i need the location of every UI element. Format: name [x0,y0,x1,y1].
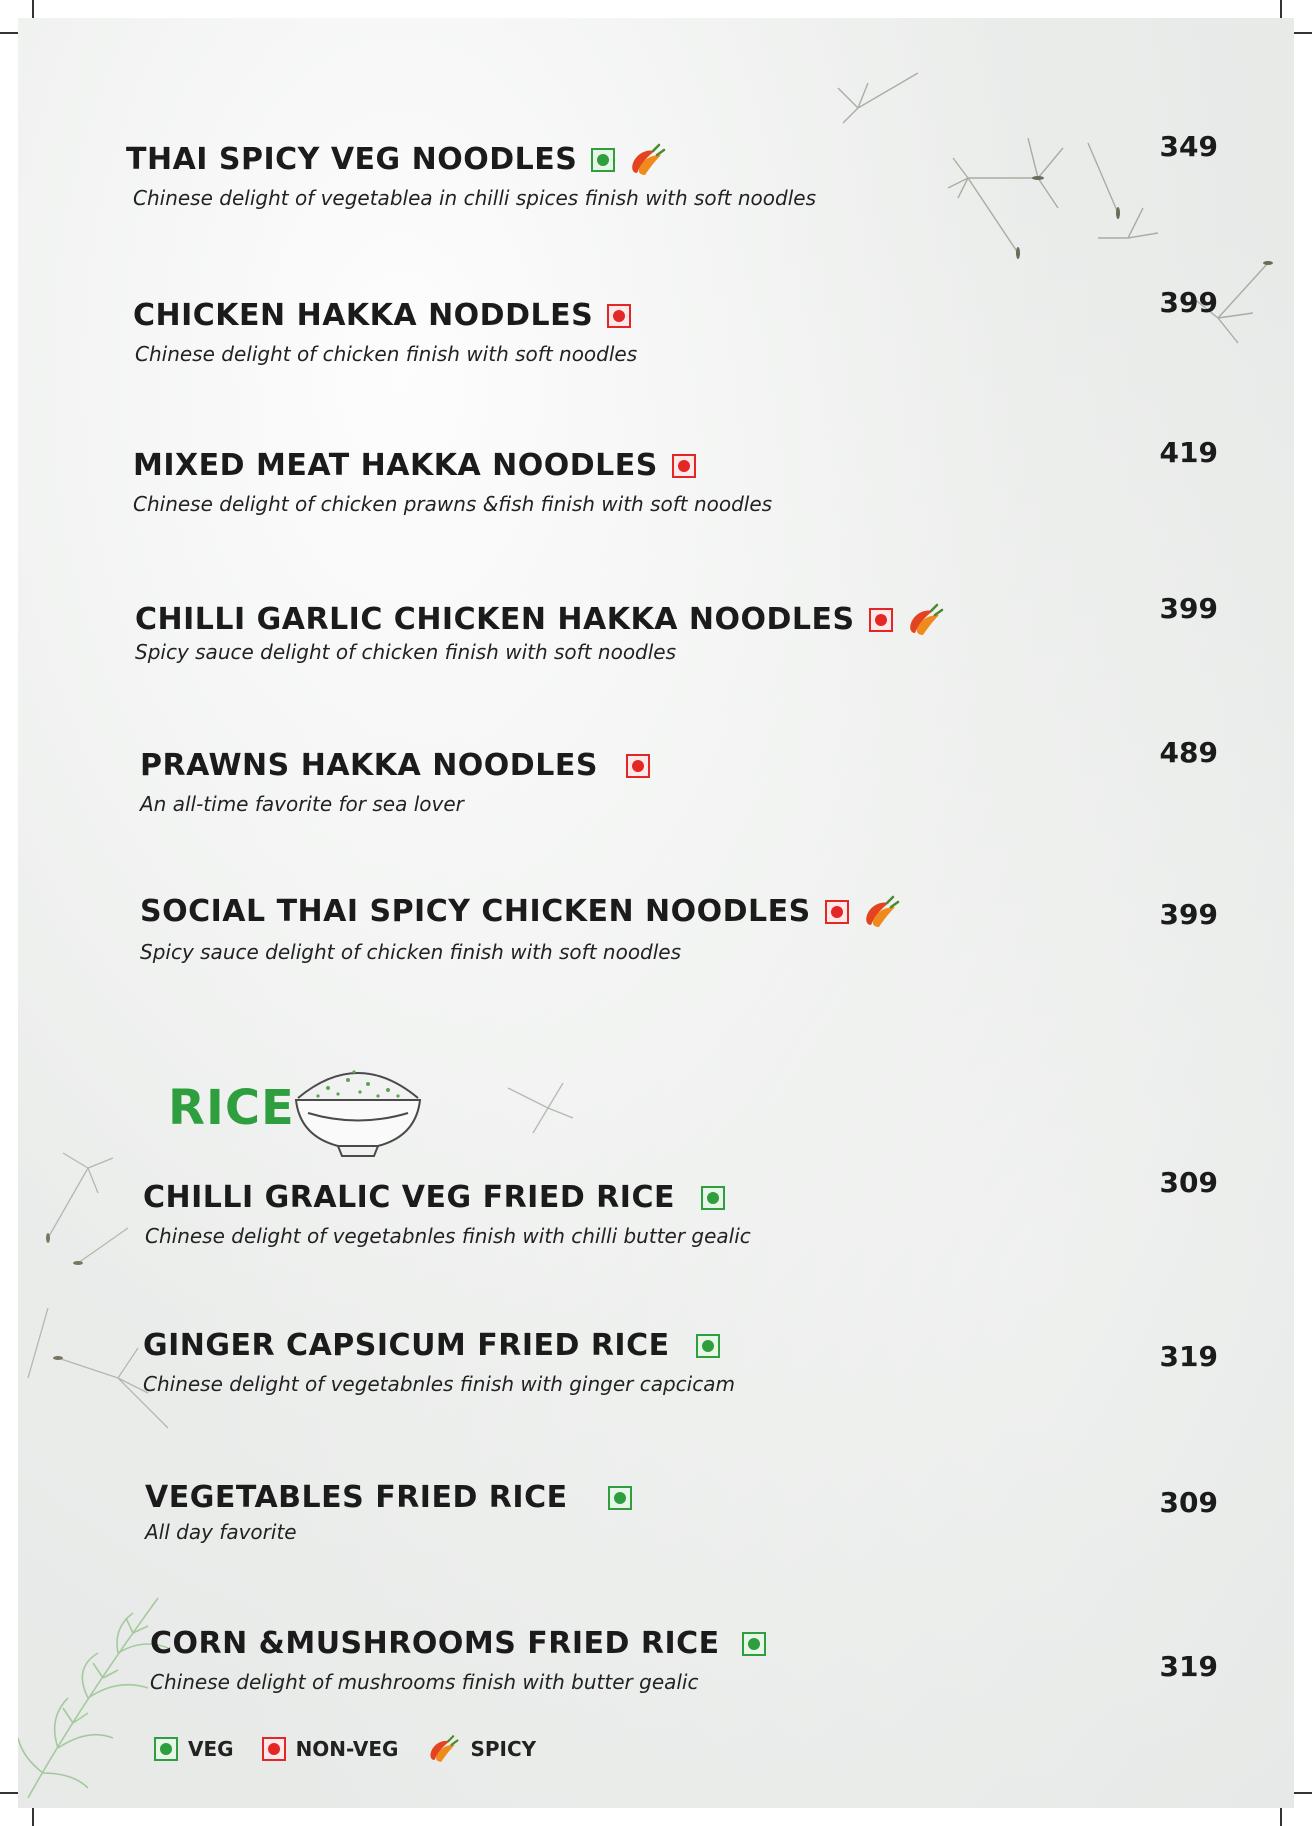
crop-mark [1280,1808,1282,1826]
section-title-rice: RICE [168,1080,295,1136]
veg-icon [701,1186,725,1210]
menu-item-title-text: SOCIAL THAI SPICY CHICKEN NOODLES [140,894,811,929]
menu-item-title-text: CHICKEN HAKKA NODDLES [133,298,594,333]
menu-item-title-text: CHILLI GARLIC CHICKEN HAKKA NOODLES [135,602,855,637]
veg-icon [154,1737,178,1761]
legend-veg-label: VEG [188,1737,234,1761]
menu-item-description: Spicy sauce delight of chicken finish with soft noodles [135,640,677,664]
menu-item-title-text: GINGER CAPSICUM FRIED RICE [143,1328,670,1363]
legend [154,1734,564,1764]
veg-icon [608,1486,632,1510]
menu-item-title [143,1180,725,1215]
menu-item-title [140,894,901,929]
non-veg-icon [262,1737,286,1761]
non-veg-icon [825,900,849,924]
veg-icon [591,148,615,172]
menu-item-price: 309 [1159,1166,1218,1199]
menu-item-description: Chinese delight of vegetabnles finish with chilli butter gealic [145,1224,751,1248]
non-veg-icon [626,754,650,778]
menu-item-price: 399 [1159,898,1218,931]
menu-item-description: Chinese delight of chicken finish with soft noodles [135,342,638,366]
menu-item-title-text: VEGETABLES FRIED RICE [145,1480,568,1515]
menu-item-price: 319 [1159,1340,1218,1373]
menu-item-title [133,448,696,483]
menu-item-price: 349 [1159,130,1218,163]
menu-item-description: Chinese delight of vegetablea in chilli spices finish with soft noodles [133,186,816,210]
non-veg-icon [672,454,696,478]
menu-item-title-text: THAI SPICY VEG NOODLES [126,142,578,177]
non-veg-icon [607,304,631,328]
menu-item-title [133,298,631,333]
menu-item-price: 309 [1159,1486,1218,1519]
menu-item-price: 399 [1159,286,1218,319]
menu-item-title [145,1480,632,1515]
crop-mark [32,1808,34,1826]
chili-pepper-icon [861,895,901,929]
menu-item-title [126,142,667,177]
menu-item-price: 399 [1159,592,1218,625]
legend-non-veg-label: NON-VEG [295,1737,399,1761]
menu-page [18,18,1294,1808]
crop-mark [1294,1792,1312,1794]
chili-pepper-icon [627,143,667,177]
menu-item-title-text: MIXED MEAT HAKKA NOODLES [133,448,658,483]
dandelion-seeds-decoration [798,48,1294,348]
legend-spicy-label: SPICY [470,1737,537,1761]
menu-item-title [143,1328,720,1363]
menu-item-description: An all-time favorite for sea lover [140,792,464,816]
menu-item-description: Chinese delight of vegetabnles finish with ginger capcicam [143,1372,735,1396]
menu-item-title-text: CHILLI GRALIC VEG FRIED RICE [143,1180,675,1215]
chili-pepper-icon [426,1734,460,1764]
chili-pepper-icon [905,603,945,637]
non-veg-icon [869,608,893,632]
menu-item-description: Spicy sauce delight of chicken finish with soft noodles [140,940,682,964]
menu-item-description: Chinese delight of chicken prawns &fish finish with soft noodles [133,492,773,516]
menu-item-description: All day favorite [145,1520,297,1544]
menu-item-price: 489 [1159,736,1218,769]
menu-item-price: 419 [1159,436,1218,469]
menu-item-title [135,602,945,637]
menu-item-title-text: CORN &MUSHROOMS FRIED RICE [150,1626,720,1661]
menu-item-title [140,748,650,783]
crop-mark [32,0,34,18]
menu-item-title-text: PRAWNS HAKKA NOODLES [140,748,598,783]
menu-item-description: Chinese delight of mushrooms finish with butter gealic [150,1670,699,1694]
crop-mark [0,1792,18,1794]
menu-item-price: 319 [1159,1650,1218,1683]
veg-icon [696,1334,720,1358]
rice-bowl-icon [288,1058,428,1158]
crop-mark [1280,0,1282,18]
veg-icon [742,1632,766,1656]
crop-mark [0,32,18,34]
crop-mark [1294,32,1312,34]
dandelion-seeds-decoration [18,1058,638,1478]
menu-item-title [150,1626,766,1661]
